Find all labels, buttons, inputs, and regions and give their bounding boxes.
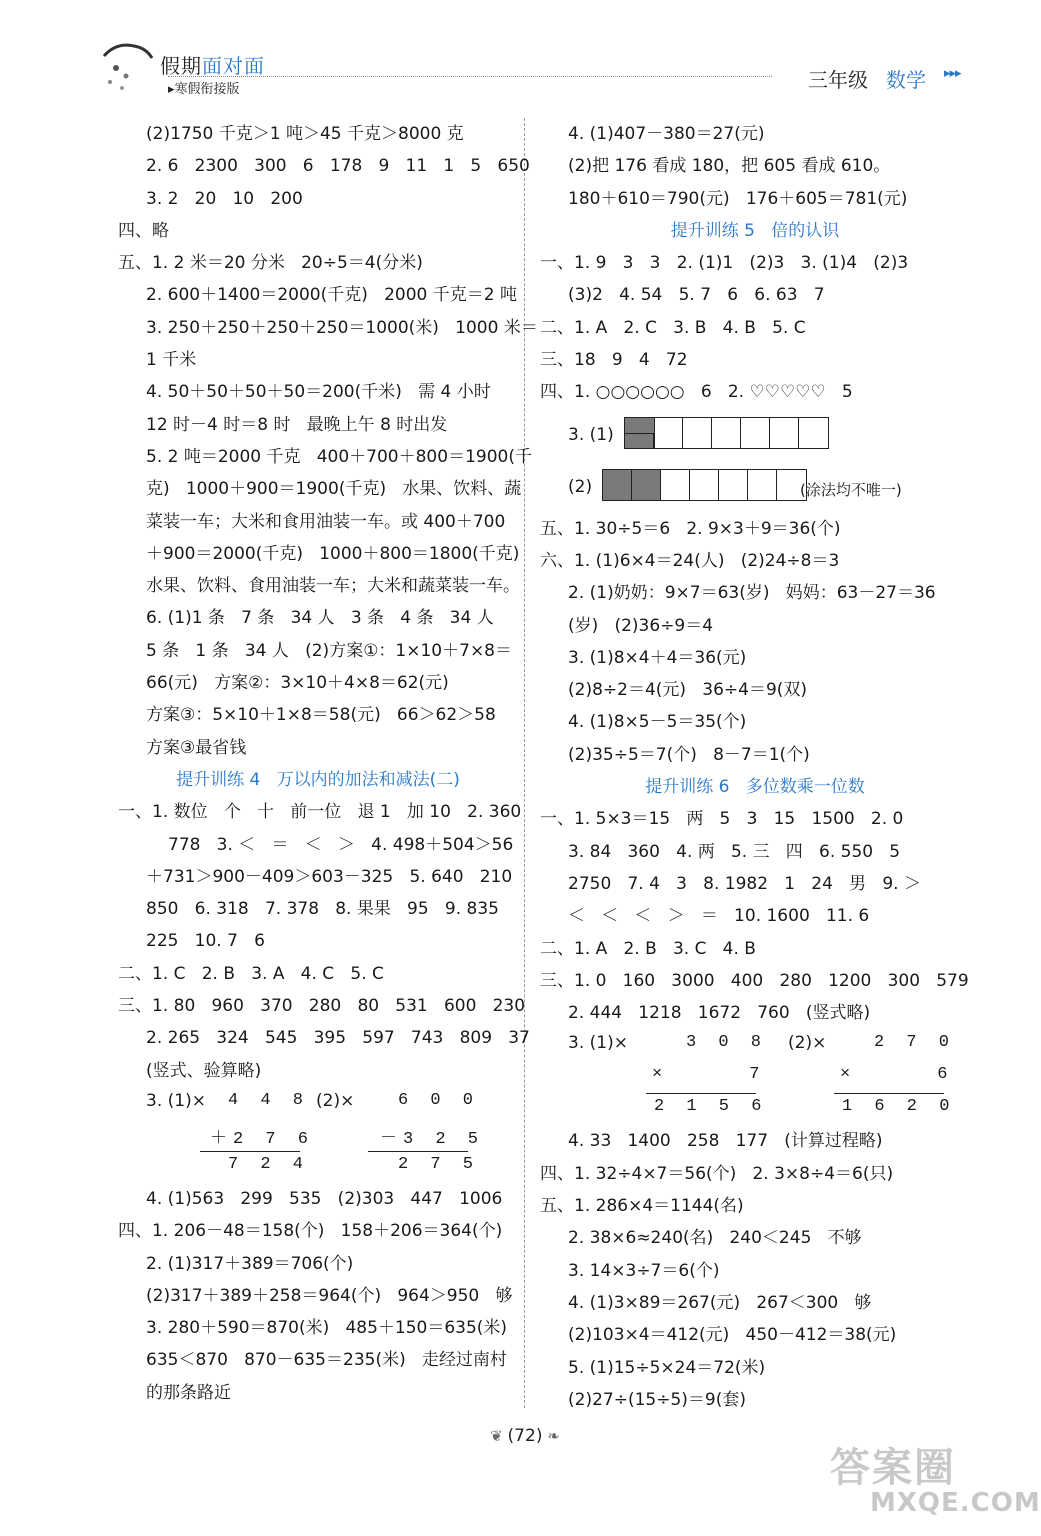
left-column <box>118 118 538 1409</box>
answer-line: (2)把 176 看成 180，把 605 看成 610。 <box>568 156 891 177</box>
grid-cell <box>719 470 748 500</box>
answer-line: 五、1. 286×4＝1144(名) <box>540 1196 744 1217</box>
answer-line: 水果、饮料、食用油装一车；大米和蔬菜装一车。 <box>146 576 520 597</box>
answer-line: 3. 84 360 4. 两 5. 三 四 6. 550 5 <box>568 841 901 862</box>
answer-line: 一、1. 数位 个 十 前一位 退 1 加 10 2. 360 <box>118 802 522 823</box>
answer-line: ＜ ＜ ＜ ＞ ＝ 10. 1600 11. 6 <box>568 906 870 927</box>
answer-line: (2)27÷(15÷5)＝9(套) <box>568 1389 746 1410</box>
answer-line: 4. (1)3×89＝267(元) 267＜300 够 <box>568 1292 872 1313</box>
answer-line: (2)8÷2＝4(元) 36÷4＝9(双) <box>568 680 808 701</box>
grid-cell <box>712 418 741 448</box>
answer-line: 二、1. A 2. B 3. C 4. B <box>540 938 756 959</box>
answer-line: 2. 38×6≈240(名) 240＜245 不够 <box>568 1228 862 1249</box>
answer-line: 三、1. 80 960 370 280 80 531 600 230 <box>118 996 526 1017</box>
vertical-calculation <box>540 1029 970 1125</box>
answer-line: 5. (1)15÷5×24＝72(米) <box>568 1357 766 1378</box>
calc-row: 2 1 5 6 <box>654 1097 768 1117</box>
answer-line: 一、1. 9 3 3 2. (1)1 (2)3 3. (1)4 (2)3 <box>540 253 909 274</box>
answer-line: 五、1. 2 米＝20 分米 20÷5＝4(分米) <box>118 253 423 274</box>
answer-line: 2. 444 1218 1672 760 (竖式略) <box>568 1003 871 1024</box>
grid-cell <box>661 470 690 500</box>
answer-line: 778 3. ＜ ＝ ＜ ＞ 4. 498＋504＞56 <box>168 834 514 855</box>
grid-answer-1 <box>540 409 970 461</box>
answer-line: 2750 7. 4 3 8. 1982 1 24 男 9. ＞ <box>568 873 921 894</box>
answer-line: 4. (1)563 299 535 (2)303 447 1006 <box>146 1188 503 1209</box>
answer-line: 四、1. 206－48＝158(个) 158＋206＝364(个) <box>118 1221 503 1242</box>
answer-line: 3. 250＋250＋250＋250＝1000(米) 1000 米＝ <box>146 317 538 338</box>
answer-line: 克) 1000＋900＝1900(千克) 水果、饮料、蔬 <box>146 479 522 500</box>
grade-label: 三年级 <box>808 68 868 92</box>
answer-line: 三、18 9 4 72 <box>540 350 688 371</box>
grid-cell <box>625 418 654 434</box>
answer-line: 225 10. 7 6 <box>146 931 265 952</box>
answer-line: 6. (1)1 条 7 条 34 人 3 条 4 条 34 人 <box>146 608 494 629</box>
calc-label: 3. (1)× <box>146 1090 206 1111</box>
calc-row: 3 0 8 <box>686 1033 768 1053</box>
answer-line: ＋731＞900－409＞603－325 5. 640 210 <box>146 866 513 887</box>
answer-line: 五、1. 30÷5＝6 2. 9×3＋9＝36(个) <box>540 518 841 539</box>
grid-cell <box>625 434 654 448</box>
watermark-url: MXQE.COM <box>870 1488 1041 1518</box>
right-column <box>540 118 970 1416</box>
answer-line: 2. 265 324 545 395 597 743 809 37 <box>146 1028 530 1049</box>
calc-row: × 6 <box>840 1065 954 1085</box>
answer-line: 4. 50＋50＋50＋50＝200(千米) 需 4 小时 <box>146 382 491 403</box>
answer-line: (2)35÷5＝7(个) 8－7＝1(个) <box>568 744 810 765</box>
answer-line: 一、1. 5×3＝15 两 5 3 15 1500 2. 0 <box>540 809 904 830</box>
answer-line: 5. 2 吨＝2000 千克 400＋700＋800＝1900(千 <box>146 446 532 467</box>
calc-row: 7 2 4 <box>228 1154 310 1174</box>
answer-line: 3. 280＋590＝870(米) 485＋150＝635(米) <box>146 1318 508 1339</box>
answer-line: 4. (1)407－380＝27(元) <box>568 124 765 144</box>
calc-bar <box>200 1151 300 1152</box>
grid-cell <box>654 418 683 448</box>
answer-line: 二、1. A 2. C 3. B 4. B 5. C <box>540 317 806 338</box>
grid-cell <box>799 418 828 448</box>
grid-cell <box>741 418 770 448</box>
answer-line: (竖式、验算略) <box>146 1060 262 1081</box>
answer-line: 二、1. C 2. B 3. A 4. C 5. C <box>118 963 384 984</box>
answer-line: 3. 2 20 10 200 <box>146 188 303 209</box>
answer-line: (2)317＋389＋258＝964(个) 964＞950 够 <box>146 1285 513 1306</box>
answer-line: (2)103×4＝412(元) 450－412＝38(元) <box>568 1325 897 1346</box>
calc-row: －3 2 5 <box>380 1129 485 1149</box>
answer-line: ＋900＝2000(千克) 1000＋800＝1800(千克) <box>146 543 520 564</box>
answer-line: 方案③最省钱 <box>146 737 247 758</box>
arrows-icon: ▸▸▸ <box>944 66 961 81</box>
section-title: 提升训练 4 万以内的加法和减法(二) <box>176 769 460 790</box>
grid-label: (2) <box>568 476 593 497</box>
calc-row: ＋2 7 6 <box>210 1129 315 1149</box>
calc-row: 1 6 2 0 <box>842 1097 956 1117</box>
answer-line: (3)2 4. 54 5. 7 6 6. 63 7 <box>568 285 825 306</box>
answer-line: 3. 14×3÷7＝6(个) <box>568 1260 720 1281</box>
watermark-logo: 答案圈 <box>830 1445 956 1491</box>
calc-bar <box>834 1093 944 1094</box>
calc-label: 3. (1)× <box>568 1033 628 1054</box>
shading-grid <box>624 417 829 449</box>
answer-line: 635＜870 870－635＝235(米) 走经过南村 <box>146 1350 507 1371</box>
answer-line: 5 条 1 条 34 人 (2)方案①：1×10＋7×8＝ <box>146 640 512 661</box>
answer-line: 方案③：5×10＋1×8＝58(元) 66＞62＞58 <box>146 705 496 726</box>
page-number: (72) <box>507 1426 543 1446</box>
brand-title: 假期面对面 <box>160 54 265 78</box>
answer-line: 3. (1)8×4＋4＝36(元) <box>568 647 747 668</box>
grid-cell <box>748 470 777 500</box>
grid-cell <box>603 470 632 500</box>
answer-line: 2. (1)317＋389＝706(个) <box>146 1253 354 1274</box>
answer-line: (岁) (2)36÷9＝4 <box>568 615 714 636</box>
section-title: 提升训练 6 多位数乘一位数 <box>645 777 865 798</box>
calc-row: 2 7 0 <box>874 1033 956 1053</box>
answer-line: 四、1. 32÷4×7＝56(个) 2. 3×8÷4＝6(只) <box>540 1163 894 1184</box>
grid-note: (涂法均不唯一) <box>800 480 902 499</box>
ornament-left-icon: ❦ <box>490 1427 508 1445</box>
answer-line: 1 千米 <box>146 350 197 371</box>
answer-line: 四、略 <box>118 220 169 241</box>
brand-subtitle: ▸寒假衔接版 <box>168 82 240 97</box>
answer-line: 66(元) 方案②：3×10＋4×8＝62(元) <box>146 673 449 694</box>
calc-label: (2)× <box>316 1090 355 1111</box>
page-footer <box>455 1426 595 1456</box>
answer-line: 三、1. 0 160 3000 400 280 1200 300 579 <box>540 970 969 991</box>
calc-row: 2 7 5 <box>398 1154 480 1174</box>
answer-line: 4. (1)8×5－5＝35(个) <box>568 712 747 733</box>
grid-cell <box>683 418 712 448</box>
brand-logo-icon <box>96 38 160 94</box>
section-title: 提升训练 5 倍的认识 <box>670 220 840 241</box>
calc-label: (2)× <box>788 1033 827 1054</box>
grid-cell <box>690 470 719 500</box>
grid-cell <box>770 418 799 448</box>
subject-label: 数学 <box>886 68 926 92</box>
calc-bar <box>646 1093 756 1094</box>
answer-line: 2. (1)奶奶：9×7＝63(岁) 妈妈：63－27＝36 <box>568 583 936 604</box>
answer-line: (2)1750 千克＞1 吨＞45 千克＞8000 克 <box>146 124 464 144</box>
header-rule <box>168 76 772 77</box>
answer-line: 2. 600＋1400＝2000(千克) 2000 千克＝2 吨 <box>146 285 517 306</box>
answer-line: 六、1. (1)6×4＝24(人) (2)24÷8＝3 <box>540 550 840 571</box>
answer-line: 的那条路近 <box>146 1382 231 1403</box>
answer-line: 菜装一车；大米和食用油装一车。或 400＋700 <box>146 511 506 532</box>
vertical-calculation <box>118 1087 518 1183</box>
answer-line: 180＋610＝790(元) 176＋605＝781(元) <box>568 188 908 209</box>
shading-grid <box>602 469 807 501</box>
calc-row: 4 4 8 <box>228 1090 310 1110</box>
ornament-right-icon: ❧ <box>542 1427 560 1445</box>
answer-line: 4. 33 1400 258 177 (计算过程略) <box>568 1131 883 1152</box>
calc-row: 6 0 0 <box>398 1090 480 1110</box>
answer-line: 2. 6 2300 300 6 178 9 11 1 5 650 <box>146 156 530 177</box>
grid-answer-2 <box>540 461 970 513</box>
grid-cell <box>632 470 661 500</box>
calc-bar <box>368 1151 468 1152</box>
answer-line: 12 时－4 时＝8 时 最晚上午 8 时出发 <box>146 414 448 435</box>
grid-label: 3. (1) <box>568 424 614 445</box>
calc-row: × 7 <box>652 1065 766 1085</box>
answer-line: 四、1. ○○○○○○ 6 2. ♡♡♡♡♡ 5 <box>540 382 853 403</box>
grid-cell-split <box>625 418 654 448</box>
answer-line: 850 6. 318 7. 378 8. 果果 95 9. 835 <box>146 899 499 920</box>
